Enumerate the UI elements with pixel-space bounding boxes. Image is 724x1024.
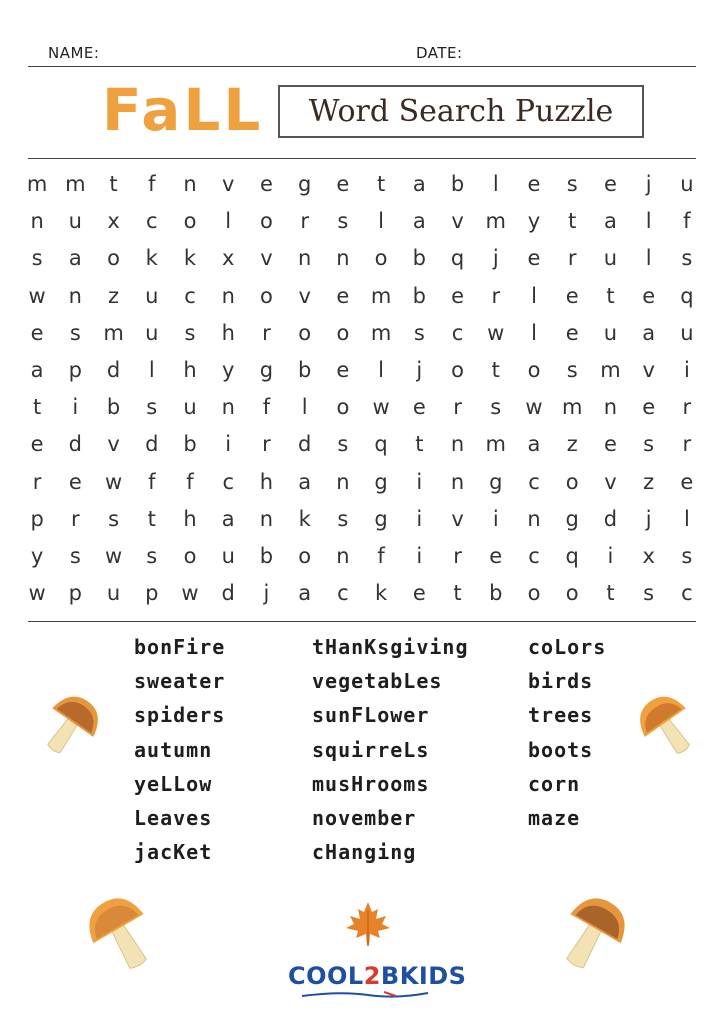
logo-swoosh-icon bbox=[300, 990, 430, 1000]
grid-letter[interactable]: i bbox=[683, 357, 690, 382]
header-divider bbox=[28, 66, 696, 67]
grid-letter[interactable]: r bbox=[682, 395, 692, 420]
grid-letter[interactable]: d bbox=[145, 432, 159, 457]
grid-letter[interactable]: o bbox=[527, 581, 541, 606]
grid-letter[interactable]: y bbox=[527, 209, 541, 234]
grid-letter[interactable]: q bbox=[680, 283, 694, 308]
grid-letter[interactable]: g bbox=[374, 469, 388, 494]
grid-letter[interactable]: c bbox=[528, 543, 540, 568]
grid-letter[interactable]: e bbox=[680, 469, 694, 494]
maple-leaf-icon bbox=[344, 900, 392, 948]
grid-letter[interactable]: t bbox=[32, 395, 42, 420]
grid-letter[interactable]: p bbox=[30, 506, 44, 531]
grid-letter[interactable]: r bbox=[567, 246, 577, 271]
grid-letter[interactable]: m bbox=[103, 320, 124, 345]
grid-letter[interactable]: s bbox=[337, 506, 349, 531]
grid-letter[interactable]: l bbox=[378, 209, 385, 234]
grid-letter[interactable]: n bbox=[298, 246, 312, 271]
grid-letter[interactable]: m bbox=[26, 172, 48, 196]
grid-letter[interactable]: k bbox=[183, 246, 197, 271]
grid-letter[interactable]: a bbox=[221, 506, 235, 531]
grid-letter[interactable]: f bbox=[186, 469, 194, 494]
word-list-item: yeLLow bbox=[134, 771, 213, 796]
grid-letter[interactable]: e bbox=[259, 172, 273, 196]
grid-letter[interactable]: s bbox=[146, 543, 158, 568]
grid-letter[interactable]: l bbox=[492, 172, 499, 196]
grid-letter[interactable]: e bbox=[527, 172, 541, 196]
grid-letter[interactable]: h bbox=[221, 320, 235, 345]
grid-letter[interactable]: v bbox=[451, 209, 464, 234]
word-list-item: bonFire bbox=[134, 635, 226, 659]
grid-letter[interactable]: n bbox=[603, 395, 618, 420]
grid-letter[interactable]: r bbox=[262, 320, 271, 345]
grid-letter[interactable]: e bbox=[336, 283, 350, 308]
grid-letter[interactable]: g bbox=[259, 357, 274, 382]
grid-letter[interactable]: i bbox=[492, 506, 499, 531]
grid-letter[interactable]: j bbox=[645, 172, 652, 196]
grid-letter[interactable]: v bbox=[260, 246, 273, 271]
grid-letter[interactable]: s bbox=[643, 432, 655, 457]
letter-grid bbox=[18, 166, 706, 612]
word-list-item: jacKet bbox=[134, 840, 213, 865]
grid-letter[interactable]: o bbox=[336, 320, 350, 345]
grid-letter[interactable]: l bbox=[225, 209, 232, 234]
word-list-item: birds bbox=[528, 669, 594, 694]
grid-letter[interactable]: s bbox=[31, 246, 43, 271]
grid-letter[interactable]: i bbox=[416, 543, 423, 568]
grid-letter[interactable]: e bbox=[68, 469, 82, 494]
grid-letter[interactable]: u bbox=[603, 246, 618, 271]
grid-letter[interactable]: c bbox=[337, 581, 349, 606]
grid-letter[interactable]: e bbox=[527, 246, 541, 271]
grid-letter[interactable]: m bbox=[485, 209, 506, 234]
grid-letter[interactable]: c bbox=[222, 469, 234, 494]
grid-letter[interactable]: c bbox=[145, 209, 158, 234]
grid-letter[interactable]: s bbox=[413, 320, 425, 345]
grid-letter[interactable]: l bbox=[531, 283, 537, 308]
grid-letter[interactable]: d bbox=[297, 432, 312, 457]
grid-letter[interactable]: n bbox=[221, 283, 235, 308]
grid-letter[interactable]: w bbox=[487, 320, 505, 345]
grid-letter[interactable]: h bbox=[259, 469, 274, 494]
grid-letter[interactable]: e bbox=[565, 320, 579, 345]
grid-letter[interactable]: n bbox=[336, 246, 350, 271]
grid-letter[interactable]: c bbox=[451, 320, 464, 345]
logo-text-bkids: BKIDS bbox=[380, 962, 467, 990]
grid-letter[interactable]: f bbox=[377, 543, 385, 568]
grid-letter[interactable]: o bbox=[374, 246, 388, 271]
grid-letter[interactable]: r bbox=[453, 543, 462, 568]
grid-letter[interactable]: t bbox=[491, 357, 500, 382]
grid-letter[interactable]: v bbox=[107, 432, 120, 457]
grid-letter[interactable]: b bbox=[412, 283, 426, 308]
grid-letter[interactable]: u bbox=[145, 320, 159, 345]
grid-letter[interactable]: j bbox=[645, 506, 652, 531]
grid-letter[interactable]: w bbox=[372, 395, 390, 420]
grid-letter[interactable]: p bbox=[145, 581, 159, 606]
grid-letter[interactable]: o bbox=[451, 357, 464, 382]
grid-letter[interactable]: m bbox=[561, 395, 583, 420]
grid-letter[interactable]: u bbox=[106, 581, 121, 606]
grid-letter[interactable]: o bbox=[183, 543, 197, 568]
word-list-column-3 bbox=[528, 630, 606, 835]
grid-letter[interactable]: p bbox=[68, 581, 82, 606]
grid-letter[interactable]: x bbox=[107, 209, 120, 234]
grid-letter[interactable]: b bbox=[412, 246, 426, 271]
grid-letter[interactable]: b bbox=[297, 357, 312, 382]
grid-letter[interactable]: o bbox=[260, 283, 273, 308]
grid-letter[interactable]: t bbox=[376, 172, 386, 196]
grid-letter[interactable]: d bbox=[106, 357, 121, 382]
grid-letter[interactable]: e bbox=[565, 283, 579, 308]
grid-letter[interactable]: k bbox=[375, 581, 388, 606]
grid-letter[interactable]: j bbox=[492, 246, 499, 271]
grid-letter[interactable]: w bbox=[525, 395, 543, 420]
grid-letter[interactable]: s bbox=[566, 357, 578, 382]
grid-letter[interactable]: a bbox=[30, 357, 44, 382]
name-field-label: NAME: bbox=[48, 44, 100, 62]
puzzle-title-box bbox=[278, 85, 644, 138]
grid-letter[interactable]: l bbox=[301, 395, 308, 420]
grid-letter[interactable]: n bbox=[450, 432, 465, 457]
word-list-item: trees bbox=[528, 703, 594, 728]
grid-letter[interactable]: v bbox=[222, 172, 235, 196]
mushroom-icon bbox=[86, 892, 156, 974]
grid-letter[interactable]: f bbox=[148, 172, 156, 196]
grid-letter[interactable]: i bbox=[416, 506, 423, 531]
grid-letter[interactable]: z bbox=[643, 469, 655, 494]
grid-letter[interactable]: i bbox=[607, 543, 614, 568]
grid-letter[interactable]: j bbox=[416, 357, 423, 382]
grid-letter[interactable]: t bbox=[606, 283, 615, 308]
grid-letter[interactable]: r bbox=[32, 469, 42, 494]
grid-letter[interactable]: u bbox=[680, 320, 694, 345]
grid-letter[interactable]: f bbox=[683, 209, 691, 234]
grid-letter[interactable]: r bbox=[682, 432, 692, 457]
grid-letter[interactable]: a bbox=[298, 581, 312, 606]
grid-letter[interactable]: f bbox=[262, 395, 271, 420]
grid-letter[interactable]: t bbox=[568, 209, 577, 234]
word-list-item: sweater bbox=[134, 669, 226, 694]
grid-letter[interactable]: a bbox=[412, 172, 426, 196]
logo-text-2: 2 bbox=[363, 962, 381, 990]
grid-letter[interactable]: s bbox=[337, 432, 349, 457]
grid-letter[interactable]: s bbox=[337, 209, 349, 234]
grid-letter[interactable]: s bbox=[69, 320, 81, 345]
grid-letter[interactable]: b bbox=[259, 543, 274, 568]
grid-letter[interactable]: c bbox=[681, 581, 693, 606]
grid-letter[interactable]: a bbox=[298, 469, 312, 494]
grid-letter[interactable]: s bbox=[681, 543, 693, 568]
grid-letter[interactable]: y bbox=[222, 357, 235, 382]
grid-letter[interactable]: q bbox=[374, 432, 388, 457]
grid-letter[interactable]: e bbox=[451, 283, 464, 308]
grid-letter[interactable]: e bbox=[603, 172, 617, 196]
grid-letter[interactable]: t bbox=[109, 172, 118, 196]
grid-letter[interactable]: u bbox=[221, 543, 235, 568]
word-list-item: november bbox=[312, 805, 417, 830]
grid-letter[interactable]: m bbox=[370, 320, 392, 345]
word-list-item: sunFLower bbox=[312, 703, 430, 728]
grid-letter[interactable]: e bbox=[336, 357, 350, 382]
grid-letter[interactable]: n bbox=[183, 172, 197, 196]
grid-letter[interactable]: c bbox=[528, 469, 540, 494]
grid-letter[interactable]: r bbox=[300, 209, 309, 234]
word-list-column-1 bbox=[134, 630, 225, 869]
grid-letter[interactable]: l bbox=[645, 209, 652, 234]
word-list-item: maze bbox=[528, 805, 581, 830]
grid-letter[interactable]: n bbox=[221, 395, 235, 420]
grid-letter[interactable]: h bbox=[183, 357, 197, 382]
grid-letter[interactable]: q bbox=[565, 543, 579, 568]
grid-letter[interactable]: d bbox=[221, 581, 235, 606]
grid-letter[interactable]: i bbox=[416, 469, 423, 494]
grid-letter[interactable]: s bbox=[146, 395, 158, 420]
grid-letter[interactable]: w bbox=[28, 283, 46, 308]
grid-letter[interactable]: l bbox=[531, 320, 537, 345]
grid-letter[interactable]: g bbox=[489, 469, 503, 494]
grid-letter[interactable]: t bbox=[147, 506, 156, 531]
grid-letter[interactable]: g bbox=[374, 506, 388, 531]
grid-letter[interactable]: a bbox=[68, 246, 82, 271]
grid-letter[interactable]: l bbox=[148, 357, 155, 382]
grid-letter[interactable]: i bbox=[72, 395, 79, 420]
grid-letter[interactable]: o bbox=[298, 320, 312, 345]
grid-letter[interactable]: z bbox=[108, 283, 120, 308]
grid-letter[interactable]: j bbox=[263, 581, 270, 606]
grid-letter[interactable]: e bbox=[336, 172, 350, 196]
grid-letter[interactable]: u bbox=[603, 320, 618, 345]
date-field-label: DATE: bbox=[416, 44, 463, 62]
grid-letter[interactable]: n bbox=[336, 469, 350, 494]
grid-letter[interactable]: n bbox=[30, 209, 44, 234]
grid-letter[interactable]: e bbox=[412, 581, 426, 606]
grid-letter[interactable]: b bbox=[106, 395, 121, 420]
grid-letter[interactable]: a bbox=[642, 320, 656, 345]
word-list-item: vegetabLes bbox=[312, 669, 443, 694]
grid-letter[interactable]: k bbox=[145, 246, 158, 271]
grid-letter[interactable]: h bbox=[183, 506, 197, 531]
grid-letter[interactable]: i bbox=[225, 432, 232, 457]
grid-top-divider bbox=[28, 158, 696, 159]
grid-letter[interactable]: o bbox=[298, 543, 312, 568]
logo-text-cool: COOL bbox=[288, 962, 364, 990]
grid-letter[interactable]: o bbox=[336, 395, 350, 420]
grid-letter[interactable]: b bbox=[450, 172, 465, 196]
grid-letter[interactable]: t bbox=[606, 581, 615, 606]
grid-letter[interactable]: q bbox=[450, 246, 465, 271]
grid-letter[interactable]: s bbox=[566, 172, 578, 196]
word-list-item: tHanKsgiving bbox=[312, 635, 469, 659]
grid-letter[interactable]: e bbox=[412, 395, 426, 420]
grid-letter[interactable]: l bbox=[378, 357, 385, 382]
word-list-item: boots bbox=[528, 737, 594, 762]
word-list-item: squirreLs bbox=[312, 737, 430, 762]
grid-letter[interactable]: t bbox=[415, 432, 424, 457]
grid-letter[interactable]: s bbox=[490, 395, 502, 420]
grid-letter[interactable]: u bbox=[145, 283, 159, 308]
grid-letter[interactable]: o bbox=[527, 357, 541, 382]
grid-bottom-divider bbox=[28, 621, 696, 622]
grid-letter[interactable]: w bbox=[104, 543, 123, 568]
grid-letter[interactable]: t bbox=[453, 581, 462, 606]
grid-letter[interactable]: p bbox=[68, 357, 82, 382]
word-list-item: cHanging bbox=[312, 840, 417, 865]
grid-letter[interactable]: s bbox=[108, 506, 120, 531]
grid-letter[interactable]: e bbox=[489, 543, 503, 568]
grid-letter[interactable]: f bbox=[148, 469, 156, 494]
grid-letter[interactable]: s bbox=[681, 246, 693, 271]
grid-letter[interactable]: y bbox=[30, 543, 44, 568]
fall-title: FaLL bbox=[102, 76, 264, 144]
grid-letter[interactable]: c bbox=[184, 283, 196, 308]
grid-letter[interactable]: r bbox=[71, 506, 80, 531]
grid-letter[interactable]: o bbox=[565, 581, 579, 606]
grid-letter[interactable]: l bbox=[645, 246, 652, 271]
grid-letter[interactable]: w bbox=[104, 469, 123, 494]
mushroom-icon bbox=[40, 690, 102, 760]
word-list-column-2 bbox=[312, 630, 469, 869]
grid-letter[interactable]: v bbox=[298, 283, 311, 308]
grid-letter[interactable]: r bbox=[262, 432, 271, 457]
grid-letter[interactable]: d bbox=[68, 432, 82, 457]
grid-letter[interactable]: k bbox=[298, 506, 311, 531]
grid-letter[interactable]: e bbox=[30, 432, 44, 457]
grid-letter[interactable]: b bbox=[183, 432, 197, 457]
grid-letter[interactable]: l bbox=[683, 506, 690, 531]
grid-letter[interactable]: n bbox=[259, 506, 274, 531]
grid-letter[interactable]: o bbox=[183, 209, 197, 234]
grid-letter[interactable]: z bbox=[566, 432, 578, 457]
grid-letter[interactable]: a bbox=[604, 209, 617, 234]
grid-letter[interactable]: m bbox=[600, 357, 621, 382]
puzzle-title: Word Search Puzzle bbox=[308, 94, 614, 129]
grid-letter[interactable]: w bbox=[181, 581, 199, 606]
grid-letter[interactable]: n bbox=[336, 543, 350, 568]
grid-letter[interactable]: s bbox=[69, 543, 81, 568]
word-list-item: coLors bbox=[528, 635, 607, 659]
grid-letter[interactable]: w bbox=[28, 581, 46, 606]
cool2bkids-logo bbox=[288, 962, 466, 990]
grid-letter[interactable]: b bbox=[489, 581, 503, 606]
grid-letter[interactable]: a bbox=[527, 432, 541, 457]
grid-letter[interactable]: n bbox=[68, 283, 82, 308]
grid-letter[interactable]: v bbox=[604, 469, 617, 494]
grid-letter[interactable]: u bbox=[183, 395, 197, 420]
grid-letter[interactable]: o bbox=[565, 469, 579, 494]
mushroom-icon bbox=[558, 892, 628, 974]
grid-letter[interactable]: x bbox=[222, 246, 235, 271]
grid-letter[interactable]: o bbox=[107, 246, 120, 271]
grid-letter[interactable]: r bbox=[491, 283, 501, 308]
word-list-item: spiders bbox=[134, 703, 226, 728]
word-list-item: autumn bbox=[134, 737, 213, 762]
grid-letter[interactable]: u bbox=[68, 209, 82, 234]
grid-letter[interactable]: v bbox=[642, 357, 655, 382]
grid-letter[interactable]: m bbox=[485, 432, 506, 457]
grid-letter[interactable]: n bbox=[527, 506, 541, 531]
grid-letter[interactable]: m bbox=[370, 283, 392, 308]
grid-letter[interactable]: n bbox=[450, 469, 465, 494]
grid-letter[interactable]: e bbox=[30, 320, 44, 345]
grid-letter[interactable]: d bbox=[603, 506, 618, 531]
mushroom-icon bbox=[636, 690, 698, 760]
grid-letter[interactable]: u bbox=[680, 172, 694, 196]
grid-letter[interactable]: a bbox=[412, 209, 426, 234]
grid-letter[interactable]: x bbox=[642, 543, 655, 568]
grid-letter[interactable]: r bbox=[453, 395, 462, 420]
word-list-item: Leaves bbox=[134, 805, 213, 830]
grid-letter[interactable]: e bbox=[642, 283, 656, 308]
grid-letter[interactable]: v bbox=[451, 506, 464, 531]
grid-letter[interactable]: s bbox=[643, 581, 655, 606]
grid-letter[interactable]: e bbox=[603, 432, 617, 457]
grid-letter[interactable]: e bbox=[642, 395, 656, 420]
word-list-item: musHrooms bbox=[312, 771, 430, 796]
word-list-item: corn bbox=[528, 771, 581, 796]
grid-letter[interactable]: g bbox=[297, 172, 312, 196]
grid-letter[interactable]: m bbox=[65, 172, 86, 196]
grid-letter[interactable]: s bbox=[184, 320, 196, 345]
grid-letter[interactable]: o bbox=[260, 209, 273, 234]
grid-letter[interactable]: g bbox=[565, 506, 579, 531]
